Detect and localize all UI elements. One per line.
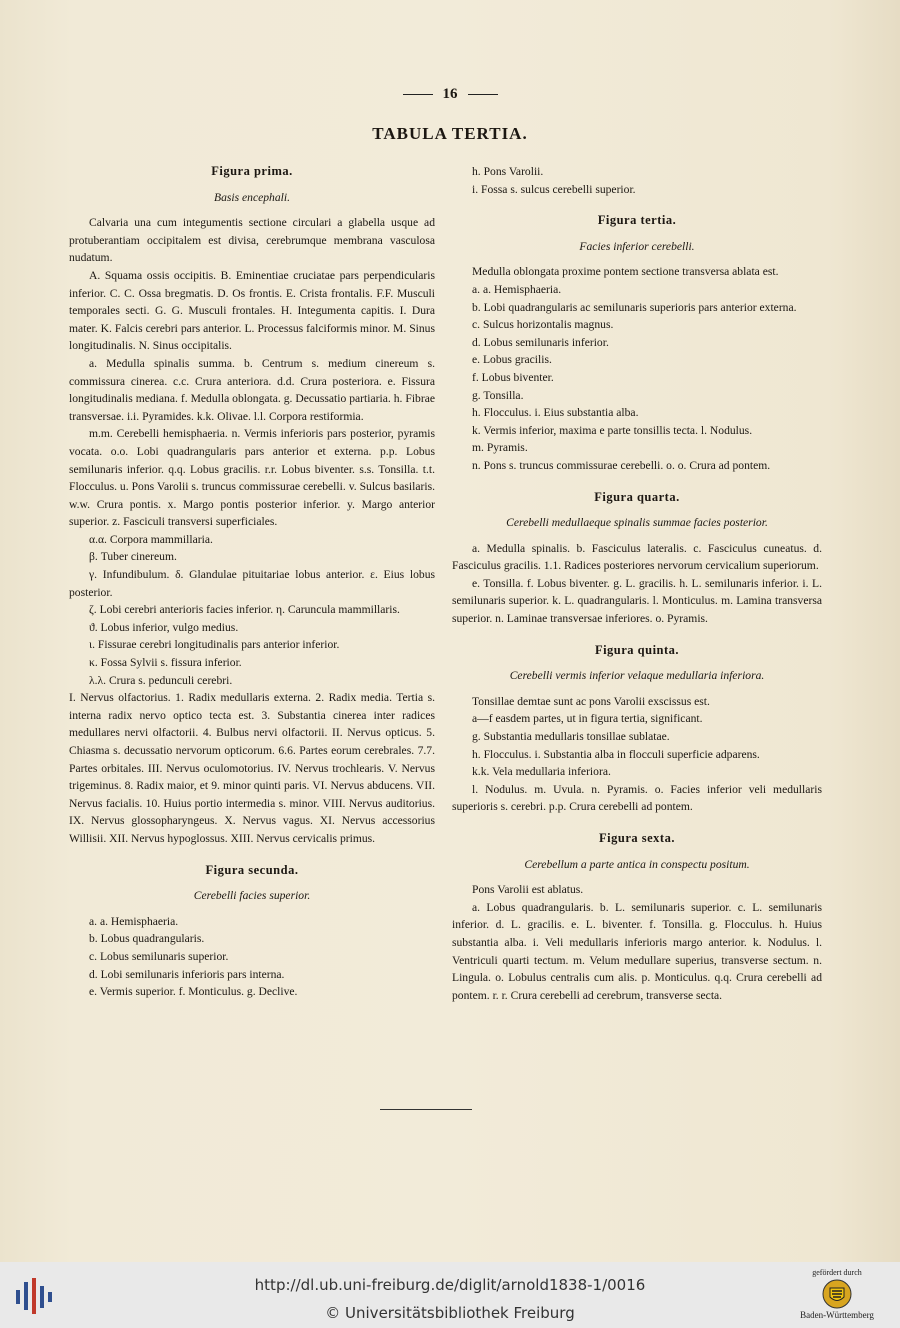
fig3-heading: Figura tertia. <box>597 213 677 228</box>
fig1-para: ζ. Lobi cerebri anterioris facies inferior. η. Caruncula mammillaris. <box>89 603 400 617</box>
page-number <box>0 86 900 103</box>
fig5-para: g. Substantia medullaris tonsillae sublatae. <box>472 730 670 744</box>
fig1-para: I. Nervus olfactorius. 1. Radix medullaris externa. 2. Radix media. Tertia s. interna radix nervo optico tecta est. 3. Substantia cinerea inter radices medullares nervi olfactorii. 4. Bulbus nervi olfactorii. II. Nervus opticus. 5. Chiasma s. decussatio nervorum opticorum. 6.6. Partes eorum cerebrales. 7.7. Partes orbitales. III. Nervus oculomotorius. IV. Nervus trochlearis. V. Nervus trigeminus. 8. Radix maior, et 9. minor quinti paris. VI. Nervus abducens. VII. Nervus facialis. 10. Huius portio intermedia s. minor. VIII. Nervus auditorius. IX. Nervus glossopharyngeus. X. Nervus vagus. XI. Nervus accessorius Willisii. XII. Nervus hypoglossus. XIII. Nervus cervicalis primus. <box>69 691 435 845</box>
fig1-para: Calvaria una cum integumentis sectione circulari a glabella usque ad protuberantiam occipitalem est divisa, cerebrumque membrana vasculosa nudatum. <box>69 216 435 265</box>
page-number-text: 16 <box>442 86 458 102</box>
rule-right <box>468 94 498 95</box>
fig1-para: ϑ. Lobus inferior, vulgo medius. <box>89 620 239 634</box>
fig1-subtitle: Basis encephali. <box>214 190 290 204</box>
fig4-heading: Figura quarta. <box>594 489 680 504</box>
fig4-subtitle: Cerebelli medullaeque spinalis summae facies posterior. <box>506 516 768 530</box>
fig1-para: λ.λ. Crura s. pedunculi cerebri. <box>89 673 233 687</box>
fig6-para: a. Lobus quadrangularis. b. L. semilunaris superior. c. L. semilunaris inferior. d. L. gracilis. e. L. biventer. f. Tonsilla. g. Flocculus. h. Huius substantia alba. i. Veli medullaris inferioris margo anterior. k. Nodulus. l. Ventriculi quarti tectum. m. Velum medullare superius, transverse sectum. n. Lingula. o. Lobulus centralis cum alis. p. Monticulus. q.q. Crura cerebelli ad pontem. r. r. Crura cerebelli ad cerebrum, transverse secta. <box>452 900 822 1002</box>
fig2-item: c. Lobus semilunaris superior. <box>89 949 229 963</box>
fig2-subtitle: Cerebelli facies superior. <box>193 889 311 903</box>
fig2-item: d. Lobi semilunaris inferioris pars interna. <box>89 967 285 981</box>
fig2-item: h. Pons Varolii. <box>472 165 544 178</box>
fig5-para: Tonsillae demtae sunt ac pons Varolii exscissus est. <box>472 694 710 708</box>
fig3-para: e. Lobus gracilis. <box>472 353 552 367</box>
fig3-para: Medulla oblongata proxime pontem sectione transversa ablata est. <box>472 265 779 279</box>
fig6-heading: Figura sexta. <box>599 831 675 845</box>
fig3-para: k. Vermis inferior, maxima e parte tonsillis tecta. l. Nodulus. <box>472 423 753 437</box>
fig1-heading: Figura prima. <box>211 164 293 178</box>
fig1-para: a. Medulla spinalis summa. b. Centrum s. medium cinereum s. commissura cinerea. c.c. Crura anteriora. d.d. Crura posteriora. e. Fissura longitudinalis mediana. f. Medulla oblongata. g. Decussatio partiaria. h. Fibrae transversae. i.i. Pyramides. k.k. Olivae. l.l. Corpora restiformia. <box>69 356 435 423</box>
fig5-para: l. Nodulus. m. Uvula. n. Pyramis. o. Facies inferior veli medullaris superioris s. cerebri. p.p. Crura cerebelli ad pontem. <box>452 782 822 814</box>
fig1-para: κ. Fossa Sylvii s. fissura inferior. <box>89 656 242 670</box>
fig1-para: β. Tuber cinereum. <box>89 550 177 564</box>
fig5-para: k.k. Vela medullaria inferiora. <box>472 765 611 779</box>
fig4-para: e. Tonsilla. f. Lobus biventer. g. L. gracilis. h. L. semilunaris inferior. i. L. semilunaris superior. k. L. quadrangularis. l. Monticulus. m. Lamina transversa superior. n. Laminae transversae inferiores. o. Pyramis. <box>452 576 822 626</box>
fig3-para: b. Lobi quadrangularis ac semilunaris superioris pars anterior externa. <box>472 300 797 314</box>
fig1-para: A. Squama ossis occipitis. B. Eminentiae cruciatae pars perpendicularis inferior. C. C. Ossa bregmatis. D. Os frontis. E. Crista frontalis. F.F. Musculi temporales secti. G. G. Musculi frontales. H. Integumenta capitis. I. Dura mater. K. Falcis cerebri pars anterior. L. Processus falciformis minor. M. Sinus longitudinalis. N. Sinus occipitalis. <box>69 268 435 353</box>
fig3-para: m. Pyramis. <box>472 441 528 455</box>
fig1-para: ι. Fissurae cerebri longitudinalis pars anterior inferior. <box>89 638 340 652</box>
right-column <box>452 163 822 1004</box>
fig6-subtitle: Cerebellum a parte antica in conspectu positum. <box>524 857 750 871</box>
fig6-para: Pons Varolii est ablatus. <box>472 883 584 897</box>
fig2-item: a. a. Hemisphaeria. <box>89 914 179 928</box>
fig3-subtitle: Facies inferior cerebelli. <box>579 239 695 253</box>
end-rule <box>380 1109 472 1110</box>
fig2-item: b. Lobus quadrangularis. <box>89 932 205 946</box>
rule-left <box>403 94 433 95</box>
fig1-para: α.α. Corpora mammillaria. <box>89 532 213 546</box>
fig3-para: c. Sulcus horizontalis magnus. <box>472 318 614 332</box>
sponsor-name: Baden-Württemberg <box>800 1310 874 1320</box>
sponsor-badge <box>792 1268 882 1320</box>
fig3-para: h. Flocculus. i. Eius substantia alba. <box>472 406 639 420</box>
fig5-heading: Figura quinta. <box>594 642 680 657</box>
sponsor-label: gefördert durch <box>812 1268 862 1277</box>
fig3-para: a. a. Hemisphaeria. <box>472 282 562 296</box>
fig5-para: a—f easdem partes, ut in figura tertia, significant. <box>472 712 703 726</box>
left-column <box>69 163 435 1001</box>
viewer-footer <box>0 1262 900 1328</box>
fig1-para: γ. Infundibulum. δ. Glandulae pituitariae lobus anterior. ε. Eius lobus posterior. <box>69 568 435 599</box>
fig5-subtitle: Cerebelli vermis inferior velaque medullaria inferiora. <box>509 669 765 683</box>
fig2-heading: Figura secunda. <box>205 862 299 877</box>
fig5-para: h. Flocculus. i. Substantia alba in flocculi superficie adparens. <box>472 747 760 761</box>
fig3-para: n. Pons s. truncus commissurae cerebelli. o. o. Crura ad pontem. <box>472 458 771 472</box>
fig1-para: m.m. Cerebelli hemisphaeria. n. Vermis inferioris pars posterior, pyramis vocata. o.o. Lobi quadrangularis pars anterior et externa. p.p. Lobus semilunaris inferior. q.q. Lobus gracilis. r.r. Lobus biventer. s.s. Tonsilla. t.t. Flocculus. u. Pons Varolii s. truncus commissurae cerebelli. v. Sulcus basilaris. w.w. Crura pontis. x. Margo pontis posterior inferior. y. Margo anterior superior. z. Fasciculi transversi superficiales. <box>69 427 435 529</box>
coat-of-arms-icon <box>822 1279 852 1309</box>
fig3-para: f. Lobus biventer. <box>472 370 554 384</box>
permalink-url[interactable]: http://dl.ub.uni-freiburg.de/diglit/arnold1838-1/0016 <box>254 1276 646 1294</box>
fig2-item: i. Fossa s. sulcus cerebelli superior. <box>472 182 636 196</box>
page-title: TABULA TERTIA. <box>372 124 528 143</box>
fig3-para: g. Tonsilla. <box>472 388 524 402</box>
copyright-notice: © Universitätsbibliothek Freiburg <box>325 1304 575 1322</box>
fig3-para: d. Lobus semilunaris inferior. <box>472 335 609 349</box>
fig4-para: a. Medulla spinalis. b. Fasciculus lateralis. c. Fasciculus cuneatus. d. Fasciculus gracilis. 1.1. Radices posteriores nervorum cervicalium superiorum. <box>452 541 822 573</box>
fig2-item: e. Vermis superior. f. Monticulus. g. Declive. <box>89 985 298 999</box>
